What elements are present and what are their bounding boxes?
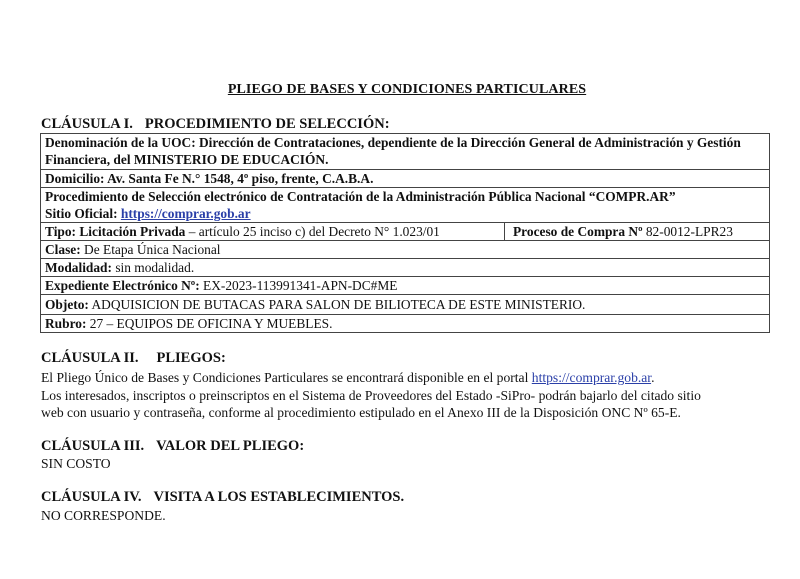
clause-2-para1-text: El Pliego Único de Bases y Condiciones Particulares se encontrará disponible en el portal [41, 370, 532, 385]
table-row-objeto [41, 295, 770, 315]
sitio-oficial-link[interactable]: https://comprar.gob.ar [120, 206, 251, 221]
clause-3-number: CLÁUSULA III. [41, 438, 145, 454]
clase-value: De Etapa Única Nacional [80, 242, 221, 257]
clause-2-number: CLÁUSULA II. [41, 350, 139, 366]
modalidad-value: sin modalidad. [111, 260, 195, 275]
objeto-label: Objeto: [45, 297, 89, 312]
rubro-value: 27 – EQUIPOS DE OFICINA Y MUEBLES. [86, 316, 333, 331]
clause-2-para2-line2: web con usuario y contraseña, conforme al procedimiento estipulado en el Anexo III de la Disposición ONC Nº 65-E. [41, 405, 681, 420]
clause-2-para2-line1: Los interesados, inscriptos o preinscriptos en el Sistema de Proveedores del Estado -SiPro- podrán bajarlo del citado sitio [41, 387, 701, 403]
table-row-denominacion [41, 134, 770, 170]
domicilio-label: Domicilio: [45, 171, 108, 186]
objeto-cell [41, 295, 770, 315]
clause-3-body: SIN COSTO [41, 456, 111, 471]
proceso-label: Proceso de Compra Nº [513, 224, 643, 239]
table-row-rubro [41, 315, 770, 333]
clause-3-title: VALOR DEL PLIEGO: [156, 438, 305, 454]
denominacion-cell [41, 134, 770, 170]
clause-4-title: VISITA A LOS ESTABLECIMIENTOS. [153, 489, 405, 505]
rubro-cell [41, 315, 770, 333]
expediente-cell [41, 277, 770, 295]
table-row-expediente [41, 277, 770, 295]
sitio-oficial-label: Sitio Oficial: [45, 206, 121, 221]
rubro-label: Rubro: [45, 316, 87, 331]
tipo-label: Tipo: Licitación Privada [45, 224, 186, 239]
clase-label: Clase: [45, 242, 81, 257]
table-row-modalidad [41, 259, 770, 277]
proceso-value: 82-0012-LPR23 [642, 224, 733, 239]
clause-2-heading [41, 350, 226, 367]
table-row-procedimiento [41, 188, 770, 223]
objeto-value: ADQUISICION DE BUTACAS PARA SALON DE BILIOTECA DE ESTE MINISTERIO. [88, 297, 586, 312]
expediente-label: Expediente Electrónico Nº: [45, 278, 200, 293]
clause-2-title: PLIEGOS: [156, 350, 226, 366]
procedimiento-cell [41, 188, 770, 223]
clause-1-title: PROCEDIMIENTO DE SELECCIÓN: [144, 116, 390, 132]
denominacion-label: Denominación de la UOC [45, 135, 192, 150]
proceso-cell [505, 223, 770, 241]
clause-1-heading [41, 116, 390, 133]
clause-4-heading [41, 489, 404, 506]
document-title: PLIEGO DE BASES Y CONDICIONES PARTICULARES [227, 82, 587, 97]
tipo-cell [41, 223, 505, 241]
modalidad-cell [41, 259, 770, 277]
domicilio-cell [41, 170, 770, 188]
tipo-value: – artículo 25 inciso c) del Decreto N° 1.023/01 [185, 224, 440, 239]
clause-2-body [41, 369, 701, 422]
table-row-tipo [41, 223, 770, 241]
clause-4-body: NO CORRESPONDE. [41, 508, 166, 523]
clause-1-number: CLÁUSULA I. [41, 116, 133, 132]
procedimiento-text: Procedimiento de Selección electrónico de Contratación de la Administración Pública Nacional “COMPR.AR” [45, 189, 676, 204]
table-row-clase [41, 241, 770, 259]
denominacion-value: : Dirección de Contrataciones, dependiente de la Dirección General de Administración y Gestión Financiera, del MINISTERIO DE EDUCACIÓN. [45, 135, 741, 167]
clase-cell [41, 241, 770, 259]
clause-4-number: CLÁUSULA IV. [41, 489, 142, 505]
clause-3-heading [41, 438, 304, 455]
expediente-value: EX-2023-113991341-APN-DC#ME [199, 278, 398, 293]
comprar-portal-link[interactable]: https://comprar.gob.ar [531, 370, 652, 385]
modalidad-label: Modalidad: [45, 260, 112, 275]
clause-2-para1-end: . [651, 370, 655, 385]
selection-procedure-table [40, 133, 770, 333]
table-row-domicilio [41, 170, 770, 188]
domicilio-value: Av. Santa Fe N.° 1548, 4º piso, frente, C.A.B.A. [107, 171, 374, 186]
